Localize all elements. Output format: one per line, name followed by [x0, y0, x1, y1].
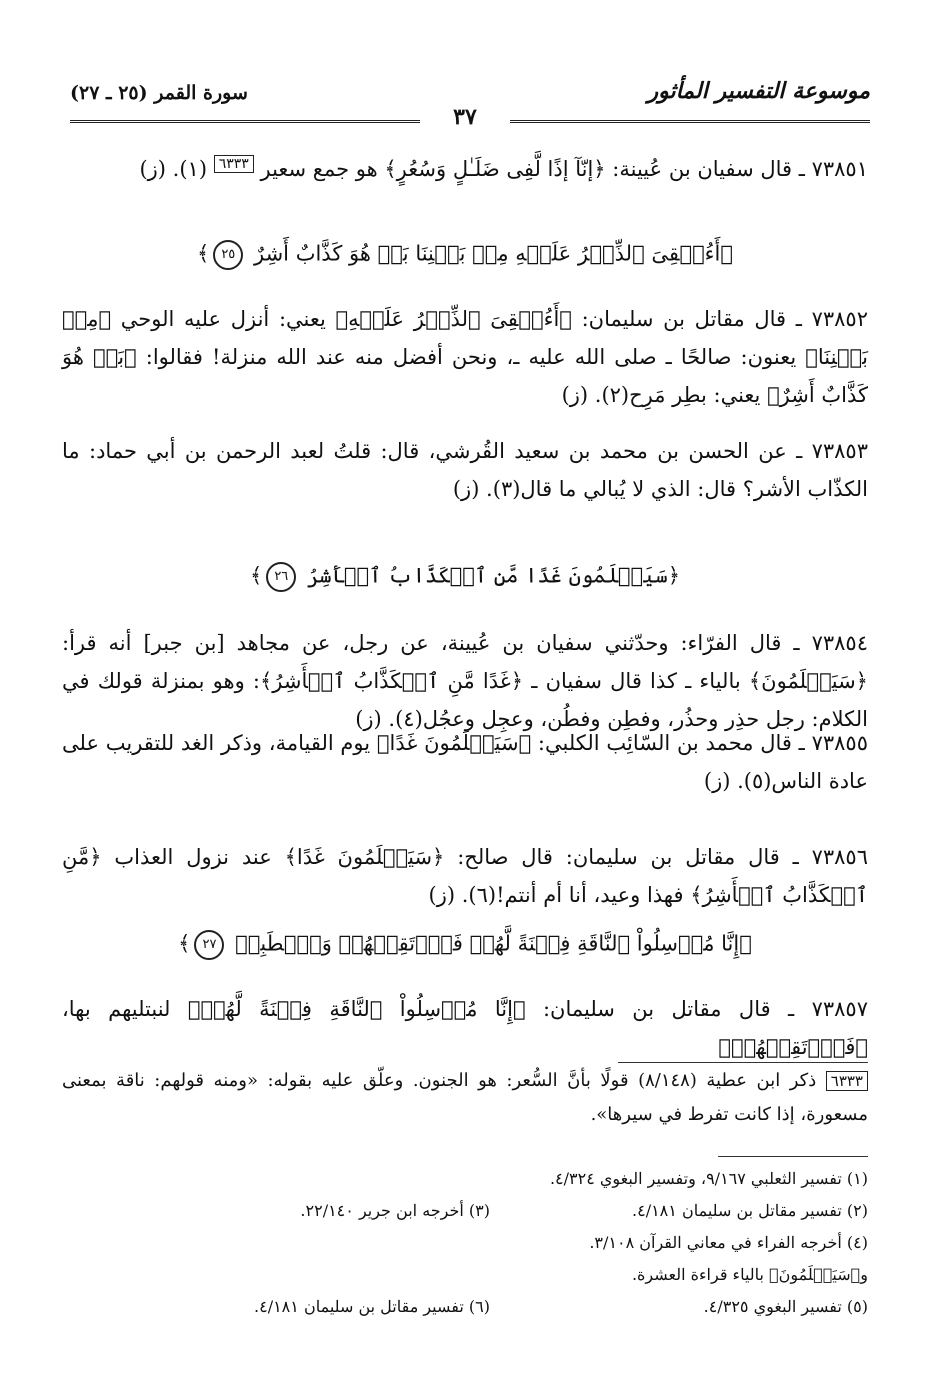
ayah-text: ﴿سَيَعۡلَمُونَ غَدًا مَّنِ ٱلۡكَذَّابُ ٱلۡأَشِرُ — [306, 563, 681, 588]
editor-note — [62, 1064, 868, 1132]
entry-73851 — [62, 150, 868, 188]
page-number: ٣٧ — [420, 104, 510, 130]
ayah-number-icon: ٢٥ — [213, 240, 243, 270]
ayah-number-icon: ٢٧ — [194, 930, 224, 960]
sura-range: سورة القمر (٢٥ ـ ٢٧) — [70, 82, 248, 104]
entry-73856: ٧٣٨٥٦ ـ قال مقاتل بن سليمان: قال صالح: ﴿سَيَعۡلَمُونَ غَدًا﴾ عند نزول العذاب ﴿مَّنِ ٱلۡكَذَّابُ ٱلۡأَشِرُ﴾ فهذا وعيد، أنا أم أنتم!(٦). (ز) — [62, 845, 868, 907]
footnote-6: (٦) تفسير مقاتل بن سليمان ٤/١٨١. — [254, 1297, 490, 1316]
footnote-3: (٣) أخرجه ابن جرير ٢٢/١٤٠. — [300, 1201, 490, 1220]
footnote-2: (٢) تفسير مقاتل بن سليمان ٤/١٨١. — [632, 1201, 868, 1220]
note-text: ذكر ابن عطية (٨/١٤٨) قولًا بأنَّ السُّعر: هو الجنون. وعلّق عليه بقوله: «ومنه قولهم: ناقة بمعنى مسعورة، إذا كانت تفرط في سيرها». — [62, 1070, 868, 1125]
footnote-separator — [718, 1156, 868, 1157]
entry-73853: ٧٣٨٥٣ ـ عن الحسن بن محمد بن سعيد القُرشي، قال: قلتُ لعبد الرحمن بن أبي حماد: ما الكذّاب الأشر؟ قال: الذي لا يُبالي ما قال(٣). (ز) — [62, 439, 868, 501]
entry-73852: ٧٣٨٥٢ ـ قال مقاتل بن سليمان: ﴿أَءُلۡقِىَ ٱلذِّكۡرُ عَلَيۡهِ﴾ يعني: أنزل عليه الوحي ﴿مِنۢ بَيۡنِنَا﴾ يعنون: صالحًا ـ صلى الله عليه ـ، ونحن أفضل منه عند الله منزلة! فقالوا: ﴿بَلۡ هُوَ كَذَّابٌ أَشِرٌ﴾ يعني: بطِر مَرِح(٢). (ز) — [62, 307, 868, 407]
entry-73854: ٧٣٨٥٤ ـ قال الفرّاء: وحدّثني سفيان بن عُيينة، عن رجل، عن مجاهد [بن جبر] أنه قرأ: ﴿سَيَعۡلَمُونَ﴾ بالياء ـ كذا قال سفيان ـ ﴿غَدًا مَّنِ ٱلۡكَذَّابُ ٱلۡأَشِرُ﴾: وهو بمنزلة قولك في الكلام: رجل حذِر وحذُر، وفطِن وفطُن، وعجِل وعجُل(٤). (ز) — [62, 631, 868, 731]
ayah-number-icon: ٢٦ — [266, 562, 296, 592]
footnote-4: (٤) أخرجه الفراء في معاني القرآن ٣/١٠٨. — [589, 1233, 868, 1252]
entry-73857: ٧٣٨٥٧ ـ قال مقاتل بن سليمان: ﴿إِنَّا مُرۡسِلُواْ ٱلنَّاقَةِ فِتۡنَةً لَّهُمۡ﴾ لنبتليهم بها، ﴿فَٱرۡتَقِبۡهُمۡ﴾ — [62, 997, 868, 1059]
ayah-text: ﴿إِنَّا مُرۡسِلُواْ ٱلنَّاقَةِ فِتۡنَةً لَّهُمۡ فَٱرۡتَقِبۡهُمۡ وَٱصۡطَبِرۡ — [235, 931, 752, 956]
entry-text: ٧٣٨٥١ ـ قال سفيان بن عُيينة: ﴿إنّآ إذًا لَّفِى ضَلَـٰلٍ وَسُعُرٍ﴾ هو جمع سعير — [260, 157, 868, 181]
ayah-text: ﴿أَءُلۡقِىَ ٱلذِّكۡرُ عَلَيۡهِ مِنۢ بَيۡنِنَا بَلۡ هُوَ كَذَّابٌ أَشِرٌ — [254, 241, 733, 266]
book-title: موسوعة التفسير المأثور — [647, 78, 870, 104]
ayah-27: ﴿إِنَّا مُرۡسِلُواْ ٱلنَّاقَةِ فِتۡنَةً لَّهُمۡ فَٱرۡتَقِبۡهُمۡ وَٱصۡطَبِرۡ ٢٧﴾ — [0, 930, 930, 960]
footnote-4-cont: و﴿سَيَعۡلَمُونَ﴾ بالياء قراءة العشرة. — [631, 1265, 868, 1284]
ayah-25: ﴿أَءُلۡقِىَ ٱلذِّكۡرُ عَلَيۡهِ مِنۢ بَيۡنِنَا بَلۡ هُوَ كَذَّابٌ أَشِرٌ ٢٥﴾ — [0, 240, 930, 270]
note-ref-box: ٦٣٣٣ — [826, 1071, 868, 1091]
note-ref: ٦٣٣٣ — [214, 155, 254, 173]
entry-end: (١). (ز) — [139, 157, 208, 181]
note-separator — [618, 1062, 868, 1063]
footnote-1: (١) تفسير الثعلبي ٩/١٦٧، وتفسير البغوي ٤/٣٢٤. — [549, 1169, 868, 1188]
footnote-5: (٥) تفسير البغوي ٤/٣٢٥. — [703, 1297, 868, 1316]
entry-73855: ٧٣٨٥٥ ـ قال محمد بن السّائِب الكلبي: ﴿سَيَعۡلَمُونَ غَدًا﴾ يوم القيامة، وذكر الغد للتقريب على عادة الناس(٥). (ز) — [62, 731, 868, 793]
ayah-26: ﴿سَيَعۡلَمُونَ غَدًا مَّنِ ٱلۡكَذَّابُ ٱلۡأَشِرُ ٢٦﴾ — [0, 562, 930, 592]
